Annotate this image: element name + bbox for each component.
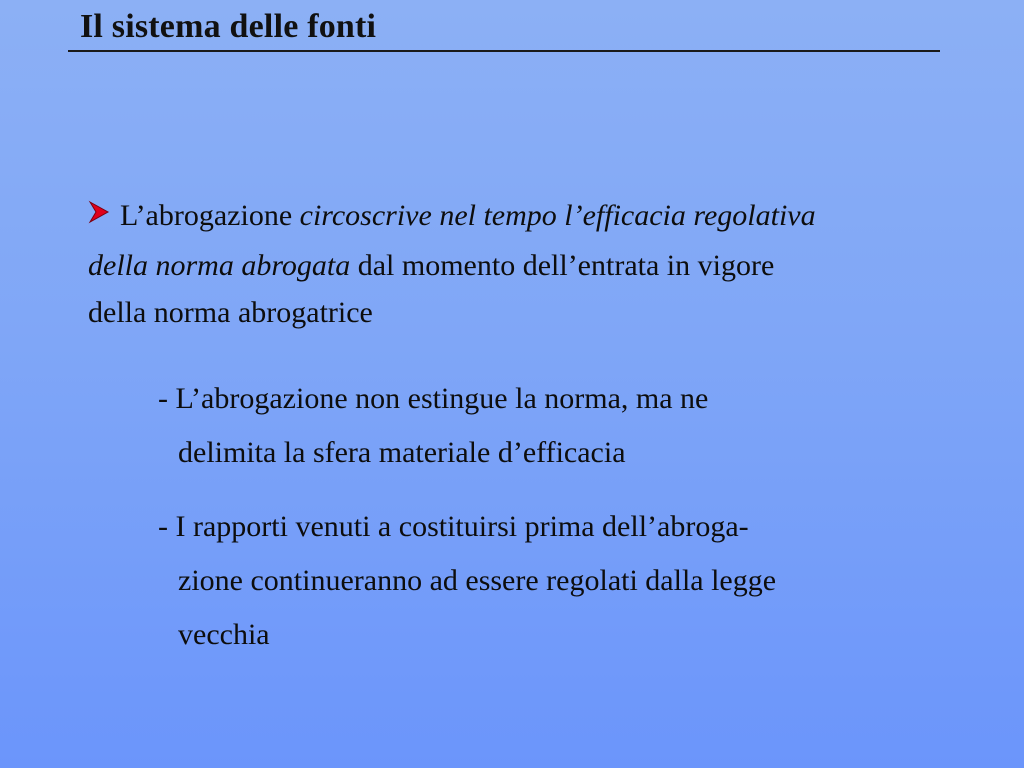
main-point-line-1 <box>88 192 968 242</box>
sub-point-1 <box>158 372 988 480</box>
main-point-line-2 <box>88 242 968 289</box>
main-point-italic-text: della norma abrogata <box>88 248 351 282</box>
sub-point-line: vecchia <box>178 618 270 651</box>
arrow-bullet-icon <box>88 191 110 238</box>
main-bullet-point <box>88 192 968 336</box>
sub-point-line: zione continueranno ad essere regolati dalla legge <box>178 564 777 597</box>
sub-point-line: - L’abrogazione non estingue la norma, ma ne <box>158 382 709 415</box>
slide-title: Il sistema delle fonti <box>80 8 377 45</box>
main-point-text: della norma abrogatrice <box>88 295 373 329</box>
main-point-text: dal momento dell’entrata in vigore <box>350 248 775 282</box>
sub-point-2 <box>158 500 988 662</box>
main-point-line-3 <box>88 289 968 336</box>
sub-point-line: delimita la sfera materiale d’efficacia <box>178 436 626 469</box>
main-point-text: L’abrogazione <box>120 199 300 232</box>
sub-point-line: - I rapporti venuti a costituirsi prima dell’abroga- <box>158 510 749 543</box>
title-underline <box>68 50 940 52</box>
main-point-italic-text: circoscrive nel tempo l’efficacia regolativa <box>299 199 816 232</box>
